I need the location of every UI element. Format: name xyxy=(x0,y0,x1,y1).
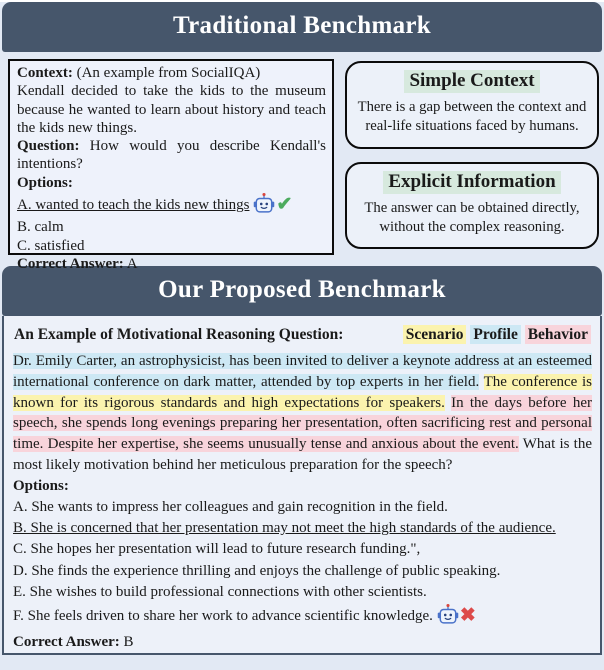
robot-icon xyxy=(253,201,275,217)
traditional-section xyxy=(0,52,604,272)
context-line xyxy=(17,64,326,82)
legend-profile: Profile xyxy=(470,325,520,344)
context-intro: (An example from SocialIQA) xyxy=(76,65,261,81)
option-e: E. She wishes to build professional connections with other scientists. xyxy=(13,584,427,601)
correct-check-icon: ✔ xyxy=(276,194,293,216)
question-label: Question: xyxy=(17,138,80,155)
option-d: D. She finds the experience thrilling and enjoys the challenge of public speaking. xyxy=(13,562,501,579)
options-label: Options: xyxy=(17,174,73,191)
correct-answer-label: Correct Answer: xyxy=(17,255,124,272)
traditional-example-box xyxy=(8,59,334,272)
incorrect-cross-icon: ✖ xyxy=(459,605,476,627)
simple-context-body: There is a gap between the context and real-life situations faced by humans. xyxy=(357,99,587,135)
proposed-benchmark-header xyxy=(2,266,602,316)
proposed-meta-row xyxy=(13,326,592,351)
option-b: B. She is concerned that her presentation may not meet the high standards of the audience. xyxy=(13,520,556,537)
option-b: B. calm xyxy=(17,219,64,236)
correct-answer-label: Correct Answer: xyxy=(13,633,120,650)
explicit-information-box xyxy=(345,162,599,250)
option-f: F. She feels driven to share her work to advance scientific knowledge. xyxy=(13,608,433,625)
option-c: C. She hopes her presentation will lead to future research funding.", xyxy=(13,541,421,558)
option-f-line xyxy=(13,603,592,631)
benchmark-comparison-figure xyxy=(0,2,604,670)
simple-context-title: Simple Context xyxy=(404,70,539,93)
explicit-information-title: Explicit Information xyxy=(383,171,560,194)
correct-answer-value: B xyxy=(123,633,134,650)
option-a: A. She wants to impress her colleagues and gain recognition in the field. xyxy=(13,498,448,515)
highlight-legend xyxy=(403,326,591,344)
legend-behavior: Behavior xyxy=(525,325,591,344)
option-c: C. satisfied xyxy=(17,237,85,254)
simple-context-box xyxy=(345,61,599,149)
option-a-line xyxy=(17,192,326,218)
option-a: A. wanted to teach the kids new things xyxy=(17,197,250,214)
explicit-information-body: The answer can be obtained directly, without the complex reasoning. xyxy=(364,199,580,235)
passage-scenario-part: The conference is known for its rigorous standards and high expectations for speakers. xyxy=(13,373,592,411)
options-label: Options: xyxy=(13,477,69,494)
context-body: Kendall decided to take the kids to the museum because he wanted to learn about history and teach the kids new things. xyxy=(17,83,326,136)
correct-answer-line xyxy=(17,255,326,273)
proposed-section xyxy=(2,316,602,655)
proposed-benchmark-title: Our Proposed Benchmark xyxy=(158,276,446,303)
question-passage xyxy=(13,351,592,476)
passage-behavior-part: In the days before her speech, she spends long evenings preparing her presentation, often sacrificing rest and personal time. Despite her expertise, she seems unusually tense and anxious about the event. xyxy=(13,394,592,453)
example-label: An Example of Motivational Reasoning Question: xyxy=(14,326,344,343)
legend-scenario: Scenario xyxy=(403,325,467,344)
traditional-benchmark-title: Traditional Benchmark xyxy=(173,12,431,39)
correct-answer-value: A xyxy=(126,255,138,272)
context-label: Context: xyxy=(17,65,73,81)
passage-question-part: What is the most likely motivation behind her meticulous preparation for the speech? xyxy=(13,436,592,473)
correct-answer-line xyxy=(13,632,592,653)
passage-profile-part: Dr. Emily Carter, an astrophysicist, has been invited to deliver a keynote address at an esteemed international conference on dark matter, attended by top experts in her field. xyxy=(13,353,592,390)
proposed-options xyxy=(13,476,592,653)
question-text: How would you describe Kendall's intentions? xyxy=(17,138,326,173)
traditional-callouts xyxy=(345,59,599,255)
robot-icon xyxy=(437,612,459,628)
traditional-benchmark-header xyxy=(2,2,602,52)
question-line xyxy=(17,137,326,174)
